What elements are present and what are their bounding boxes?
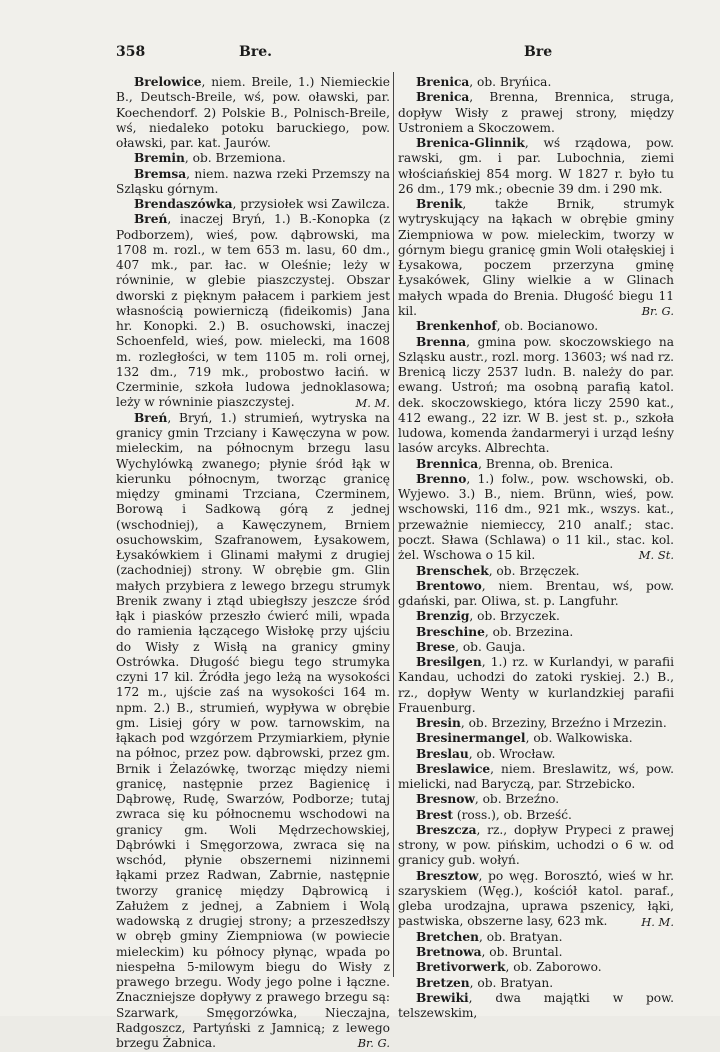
entry-headword: Brenschek <box>416 563 489 578</box>
entry-headword: Bremsa <box>134 166 187 181</box>
dictionary-entry <box>398 731 674 746</box>
dictionary-entry <box>398 136 674 197</box>
dictionary-entry <box>398 640 674 655</box>
entry-headword: Brenica-Glinnik <box>416 136 525 150</box>
dictionary-entry <box>398 945 674 960</box>
entry-text: , niem. nazwa rzeki Przemszy na Szląsku górnym. <box>116 166 390 196</box>
entry-headword: Bretzen <box>416 975 470 990</box>
dictionary-entry <box>398 976 674 991</box>
dictionary-entry <box>116 151 390 166</box>
dictionary-entry <box>398 792 674 807</box>
right-running-head: Bre <box>524 44 553 60</box>
author-signature: Br. G. <box>357 1036 390 1051</box>
entry-text: , ob. Brzyczek. <box>469 609 560 624</box>
entry-text: , także Brnik, strumyk wytryskujący na łąkach w obrębie gminy Ziempniowa w pow. mieleckim, tworzy w górnym biegu granicę gmin Woli otałęskiej i Łysakowa, poczem przerzyna gminę Łysakówek, Gliny wielkie a w Glinach małych wpada do Brenia. Długość biegu 11 kil. <box>398 197 674 318</box>
entry-headword: Bretchen <box>416 929 480 944</box>
entry-headword: Bretivorwerk <box>416 960 506 975</box>
entry-text: , dwa majątki w pow. telszewskim, <box>398 990 674 1020</box>
entry-text: , przysiołek wsi Zawilcza. <box>232 197 390 211</box>
entry-text: , inaczej Bryń, 1.) B.-Konopka (z Podborzem), wieś, pow. dąbrowski, ma 1708 m. rozl., w tem 653 m. lasu, 60 dm., 407 mk., par. łac. w Oleśnie; leży w równinie, w glebie piaszczystej. Obszar dworski z pięknym pałacem i parkiem jest własnością powierniczą (fideikomis) Jana hr. Konopki. 2.) B. osuchowski, inaczej Schoenfeld, wieś, pow. mielecki, ma 1608 m. rozległości, w tem 1105 m. roli ornej, 132 dm., 719 mk., probostwo łaciń. w Czerminie, szkoła ludowa jednoklasowa; leży w równinie piaszczystej. <box>116 212 390 410</box>
dictionary-entry <box>398 960 674 975</box>
entry-text: , ob. Bocianowo. <box>496 319 599 334</box>
dictionary-entry <box>398 75 674 90</box>
entry-headword: Breschine <box>416 624 485 639</box>
entry-headword: Brenica <box>416 75 470 89</box>
entry-text: , Brenna, Brennica, struga, dopływ Wisły z prawej strony, między Ustroniem a Skoczowem. <box>398 90 674 135</box>
entry-text: , 1.) folw., pow. wschowski, ob. Wyjewo. 3.) B., niem. Brünn, wieś, pow. wschowski, 116 dm., 921 mk., wszys. kat., przeważnie niemieccy, 210 analf.; stac. poczt. Sława (Schlawa) o 11 kil., stac. kol. żel. Wschowa o 15 kil. <box>398 471 674 562</box>
dictionary-entry <box>398 609 674 624</box>
entry-text: , ob. Zaborowo. <box>505 960 602 975</box>
entry-headword: Breszcza <box>416 822 477 837</box>
entry-text: , ob. Brzeziny, Brzeźno i Mrzezin. <box>460 716 667 730</box>
entry-headword: Brennica <box>416 456 479 471</box>
entry-headword: Brenica <box>416 90 470 105</box>
dictionary-entry <box>398 335 674 457</box>
entry-text: , ob. Bruntal. <box>481 945 563 959</box>
dictionary-entry <box>116 75 390 151</box>
entry-headword: Brenik <box>416 197 463 211</box>
entry-text: , niem. Brentau, wś, pow. gdański, par. Oliwa, st. p. Langfuhr. <box>398 578 674 608</box>
entry-headword: Brenkenhof <box>416 319 497 334</box>
entry-headword: Brelowice <box>134 75 202 89</box>
dictionary-entry <box>398 747 674 762</box>
right-column <box>398 75 674 1021</box>
entry-headword: Bresinermangel <box>416 731 526 746</box>
entry-headword: Bresilgen <box>416 655 482 669</box>
dictionary-entry <box>116 411 390 1052</box>
entry-text: , ob. Brzezina. <box>484 624 574 639</box>
dictionary-entry <box>116 197 390 212</box>
entry-headword: Brenno <box>416 471 467 486</box>
entry-headword: Breslawice <box>416 761 491 776</box>
dictionary-entry <box>398 991 674 1022</box>
dictionary-entry <box>398 716 674 731</box>
entry-text: , ob. Walkowiska. <box>525 731 633 746</box>
entry-text: (ross.), ob. Brześć. <box>452 807 572 822</box>
entry-headword: Brese <box>416 639 456 654</box>
entry-text: , rz., dopływ Prypeci z prawej strony, w pow. pińskim, uchodzi o 6 w. od granicy gub. wołyń. <box>398 822 674 868</box>
dictionary-entry <box>398 457 674 472</box>
entry-text: , Bryń, 1.) strumień, wytryska na granicy gmin Trzciany i Kawęczyna w pow. mieleckim, na północnym brzegu lasu Wychylówką zwanego; płynie śród łąk w kierunku północnym, tworząc granicę między gminami Trzciana, Czerminem, Borową i Sadkową górą z jednej (wschodniej), a Kawęczynem, Brniem osuchowskim, Szafranowem, Łysakowem, Łysakówkiem i Glinami małymi z drugiej (zachodniej) strony. W obrębie gm. Glin małych przybiera z lewego brzegu strumyk Brenik zwany i ztąd ubiegłszy jeszcze śród łąk i piasków przeszło ćwierć mili, wpada do ramienia łączącego Wisłokę przy ujściu do Wisły z Wisłą na granicy gminy Ostrówka. Długość biegu tego strumyka czyni 17 kil. Źródła jego leżą na wysokości 172 m., ujście zaś na wysokości 164 m. npm. 2.) B., strumień, wypływa w obrębie gm. Lisiej góry w pow. tarnowskim, na łąkach pod wzgórzem Przymiarkiem, płynie na północ, przez pow. dąbrowski, przez gm. Brnik i Żelazówkę, tworząc między niemi granicę, następnie przez Bagienicę i Dąbrowę, Rudę, Swarzów, Podborze; tutaj zwraca się ku północnemu wschodowi na granicy gm. Woli Mędrzechowskiej, Dąbrówki i Smęgorzowa, zwraca się na wschód, płynie obszernemi nizinnemi łąkami przez Radwan, Zabrnie, następnie tworzy granicę między Dąbrowicą i Załużem z jednej, a Zabniem i Wolą wadowską z drugiej strony; a przeszedłszy w obręb gminy Ziempniowa (w powiecie mieleckim) ku północy płynąc, wpada po niespełna 5-milowym biegu do Wisły z prawego brzegu. Wody jego polne i łączne. Znaczniejsze dopływy z prawego brzegu są: Szarwark, Smęgorzówka, Nieczajna, Radgoszcz, Partyński z Jamnicą; z lewego brzegu Żabnica. <box>116 410 390 1050</box>
entry-headword: Bretnowa <box>416 945 482 959</box>
entry-headword: Breslau <box>416 746 469 761</box>
entry-text: , ob. Bratyan. <box>469 975 554 990</box>
entry-text: , gmina pow. skoczowskiego na Szląsku austr., rozl. morg. 13603; wś nad rz. Brenicą liczy 2537 ludn. B. należy do par. ewang. Ustroń; ma osobną parafią katol. dek. skoczowskiego, która liczy 2590 kat., 412 ewang., 22 izr. W B. jest st. p., szkoła ludowa, komenda żandarmeryi i urząd leśny lasów arcyks. Albrechta. <box>398 334 674 456</box>
author-signature: M. St. <box>638 548 674 563</box>
entry-text: , ob. Bratyan. <box>479 929 563 944</box>
left-column <box>116 75 390 1052</box>
entry-headword: Breń <box>134 212 168 227</box>
dictionary-entry <box>398 869 674 930</box>
dictionary-entry <box>398 197 674 319</box>
dictionary-entry <box>116 167 390 198</box>
entry-text: , wś rządowa, pow. rawski, gm. i par. Lubochnia, ziemi włościańskiej 854 morg. W 1827 r. było tu 26 dm., 179 mk.; obecnie 39 dm. i 290 mk. <box>398 136 674 196</box>
dictionary-entry <box>398 90 674 136</box>
entry-text: , Brenna, ob. Brenica. <box>478 456 614 471</box>
entry-text: , niem. Breslawitz, wś, pow. mielicki, nad Baryczą, par. Strzebicko. <box>398 761 674 791</box>
entry-headword: Bresnow <box>416 792 475 807</box>
entry-headword: Brenna <box>416 334 467 349</box>
dictionary-entry <box>398 625 674 640</box>
entry-headword: Brest <box>416 807 453 822</box>
entry-text: , ob. Brzęczek. <box>488 563 580 578</box>
author-signature: Br. G. <box>641 304 674 318</box>
dictionary-entry <box>398 808 674 823</box>
entry-headword: Brentowo <box>416 578 482 593</box>
page-number: 358 <box>116 44 146 60</box>
dictionary-entry <box>398 472 674 564</box>
entry-text: , po węg. Borosztó, wieś w hr. szaryskiem (Węg.), kościół katol. paraf., gleba urodzajna, uprawa pszenicy, łąki, pastwiska, obszerne lasy, 623 mk. <box>398 868 674 929</box>
entry-headword: Brendaszówka <box>134 197 233 211</box>
dictionary-entry <box>398 655 674 716</box>
entry-text: , ob. Gauja. <box>455 639 526 654</box>
dictionary-entry <box>398 319 674 334</box>
author-signature: M. M. <box>355 395 390 410</box>
entry-text: , ob. Brzemiona. <box>184 151 286 166</box>
entry-text: , ob. Bryńica. <box>469 75 552 89</box>
entry-text: , 1.) rz. w Kurlandyi, w parafii Kandau, uchodzi do zatoki ryskiej. 2.) B., rz., dopływ Wenty w kurlandzkiej parafii Frauenburg. <box>398 655 674 715</box>
entry-text: , niem. Breile, 1.) Niemieckie B., Deutsch-Breile, wś, pow. oławski, par. Koechendorf. 2) Polskie B., Polnisch-Breile, wś, niedaleko potoku baruckiego, pow. oławski, par. kat. Jaurów. <box>116 75 390 150</box>
entry-text: , ob. Wrocław. <box>468 746 556 761</box>
dictionary-entry <box>398 579 674 610</box>
dictionary-entry <box>398 564 674 579</box>
entry-headword: Brewiki <box>416 990 469 1005</box>
left-running-head: Bre. <box>239 44 272 60</box>
entry-headword: Bresztow <box>416 868 479 883</box>
column-divider <box>393 72 394 977</box>
dictionary-entry <box>398 762 674 793</box>
entry-headword: Brenzig <box>416 609 470 624</box>
dictionary-entry <box>398 823 674 869</box>
author-signature: H. M. <box>641 914 674 929</box>
entry-headword: Bresin <box>416 716 461 730</box>
entry-headword: Breń <box>134 410 168 425</box>
entry-headword: Bremin <box>134 151 185 166</box>
dictionary-entry <box>116 212 390 411</box>
entry-text: , ob. Brzeźno. <box>474 792 560 807</box>
dictionary-entry <box>398 930 674 945</box>
